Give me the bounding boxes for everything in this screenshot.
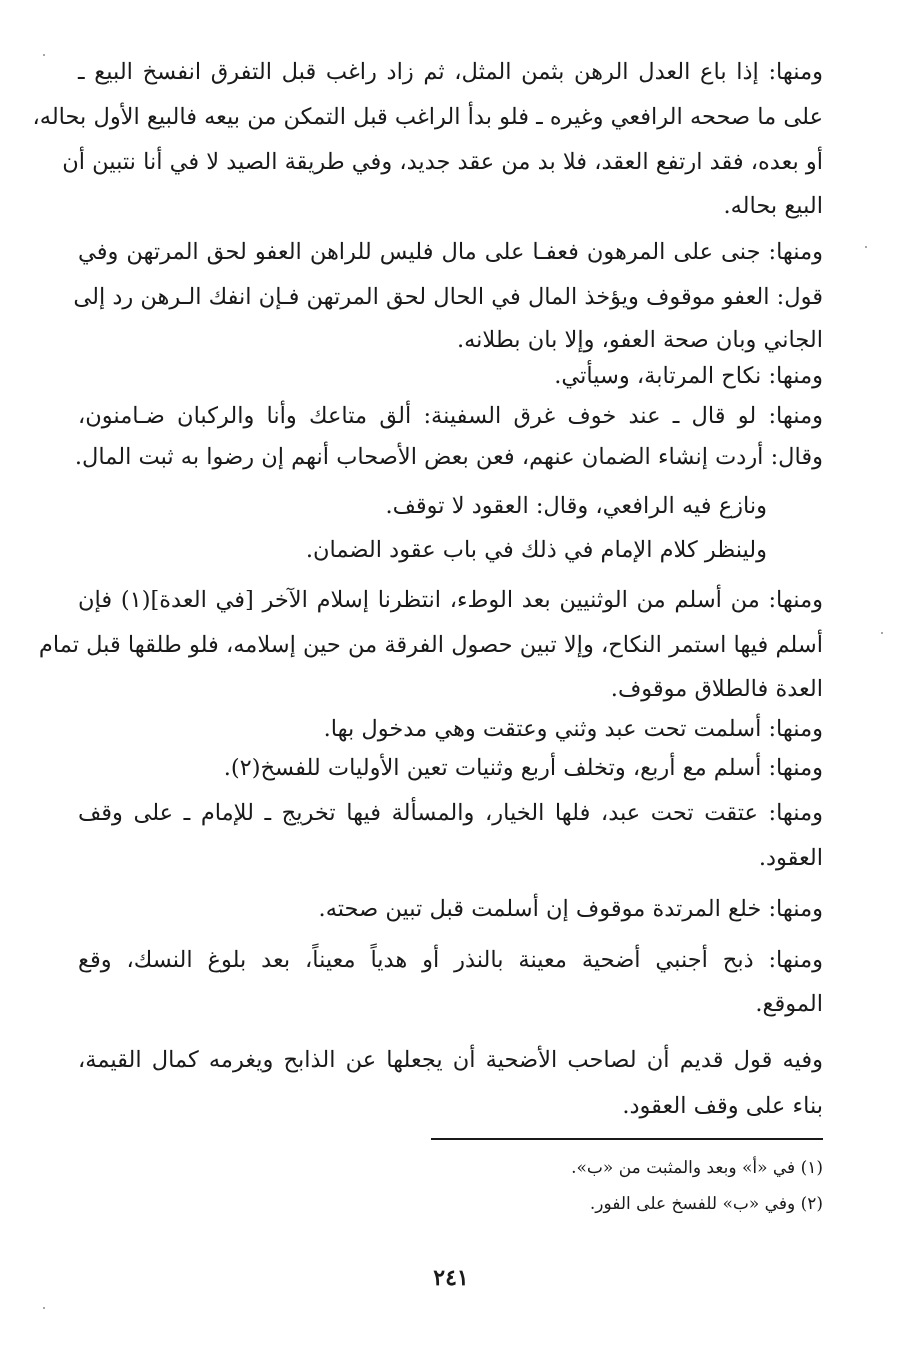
text-line: الجاني وبان صحة العفو، وإلا بان بطلانه. (456, 327, 823, 353)
text-line: ومنها: لو قال ـ عند خوف غرق السفينة: ألق متاعك وأنا والركبان ضـامنون، (78, 403, 823, 429)
text-line: ومنها: من أسلم من الوثنيين بعد الوطء، انتظرنا إسلام الآخر [في العدة](١) فإن (78, 587, 823, 613)
scan-speck (43, 54, 45, 56)
scan-speck (865, 246, 867, 248)
footnote: (٢) وفي «ب» للفسخ على الفور. (589, 1194, 823, 1214)
text-line: وقال: أردت إنشاء الضمان عنهم، فعن بعض الأصحاب أنهم إن رضوا به ثبت المال. (74, 444, 823, 470)
text-line: أسلم فيها استمر النكاح، وإلا تبين حصول الفرقة من حين إسلامه، فلو طلقها قبل تمام (38, 632, 823, 658)
text-line: أو بعده، فقد ارتفع العقد، فلا بد من عقد جديد، وفي طريقة الصيد لا في أنا نتبين أن (62, 149, 823, 175)
scan-speck (881, 632, 883, 634)
text-line: ومنها: أسلم مع أربع، وتخلف أربع وثنيات تعين الأوليات للفسخ(٢). (223, 755, 823, 781)
footnote: (١) في «أ» وبعد والمثبت من «ب». (571, 1158, 823, 1178)
page-number: ٢٤١ (433, 1265, 469, 1291)
text-line: العقود. (758, 845, 823, 871)
text-line: ومنها: إذا باع العدل الرهن بثمن المثل، ثم زاد راغب قبل التفرق انفسخ البيع ـ (78, 59, 823, 85)
text-line: ومنها: أسلمت تحت عبد وثني وعتقت وهي مدخول بها. (323, 716, 823, 742)
text-line: ومنها: ذبح أجنبي أضحية معينة بالنذر أو هدياً معيناً، بعد بلوغ النسك، وقع (78, 947, 823, 973)
text-line: ومنها: خلع المرتدة موقوف إن أسلمت قبل تبين صحته. (318, 896, 823, 922)
text-line: بناء على وقف العقود. (622, 1093, 823, 1119)
text-line: البيع بحاله. (723, 193, 823, 219)
text-line: قول: العفو موقوف ويؤخذ المال في الحال لحق المرتهن فـإن انفك الـرهن رد إلى (73, 284, 823, 310)
text-line: على ما صححه الرافعي وغيره ـ فلو بدأ الراغب قبل التمكن من بيعه فالبيع الأول بحاله، (32, 104, 823, 130)
text-line: الموقع. (755, 991, 823, 1017)
text-line: ونازع فيه الرافعي، وقال: العقود لا توقف. (385, 493, 767, 519)
text-line: العدة فالطلاق موقوف. (610, 676, 823, 702)
text-line: ولينظر كلام الإمام في ذلك في باب عقود الضمان. (305, 537, 767, 563)
text-line: ومنها: جنى على المرهون فعفـا على مال فليس للراهن العفو لحق المرتهن وفي (78, 239, 823, 265)
footnote-divider (431, 1138, 823, 1140)
scan-speck (43, 1307, 45, 1309)
text-line: ومنها: عتقت تحت عبد، فلها الخيار، والمسألة فيها تخريج ـ للإمام ـ على وقف (78, 800, 823, 826)
book-page (32, 50, 823, 1310)
text-line: ومنها: نكاح المرتابة، وسيأتي. (554, 363, 823, 389)
text-line: وفيه قول قديم أن لصاحب الأضحية أن يجعلها عن الذابح ويغرمه كمال القيمة، (78, 1047, 823, 1073)
